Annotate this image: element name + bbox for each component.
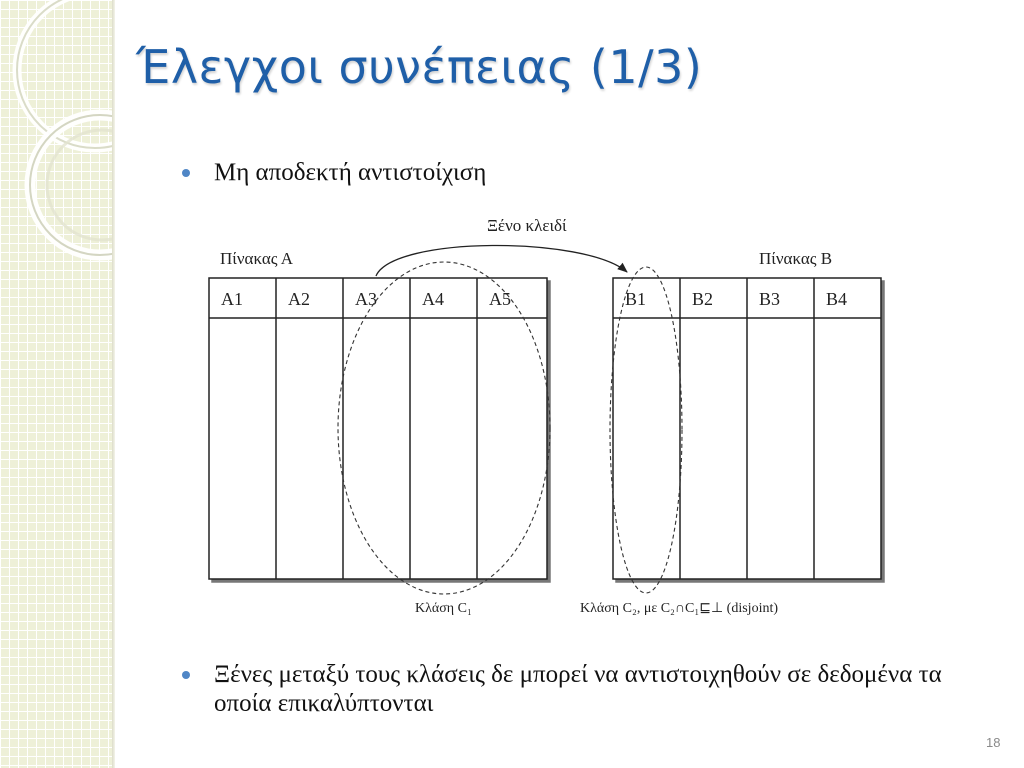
table-a-col-header: A3 [355,289,377,309]
table-a-col-header: A2 [288,289,310,309]
slide-title: Έλεγχοι συνέπειας (1/3) [136,40,703,94]
bullet-item [184,158,784,187]
table-a-col-header: A4 [422,289,444,309]
page-number: 18 [986,735,1001,750]
bullet-item [184,660,984,718]
side-band-edge [112,0,115,768]
class-c1-label: Κλάση C₁ [415,601,472,616]
class-c2-label: Κλάση C₂, με C₂∩C₁⊑⊥ (disjoint) [580,601,779,616]
bullet-dot-icon [182,671,190,679]
table-a [209,278,547,579]
table-b-col-header: B2 [692,289,714,309]
bullet-dot-icon [182,169,190,177]
decorative-side-band [0,0,114,768]
bullet-text: Ξένες μεταξύ τους κλάσεις δε μπορεί να αντιστοιχηθούν σε δεδομένα τα οποία επικαλύπτονται [214,661,942,717]
table-b-col-header: B4 [826,289,848,309]
table-a-label: Πίνακας Α [220,249,294,268]
table-a-col-header: A5 [489,289,511,309]
mapping-diagram [195,208,895,628]
table-b-col-header: B3 [759,289,781,309]
decorative-rings [0,0,114,768]
foreign-key-label: Ξένο κλειδί [487,216,567,235]
table-a-col-header: A1 [221,289,243,309]
table-b [613,278,881,579]
table-b-label: Πίνακας Β [759,249,833,268]
table-b-col-header: B1 [625,289,647,309]
foreign-key-arrow [376,245,627,276]
bullet-text: Μη αποδεκτή αντιστοίχιση [214,159,487,186]
